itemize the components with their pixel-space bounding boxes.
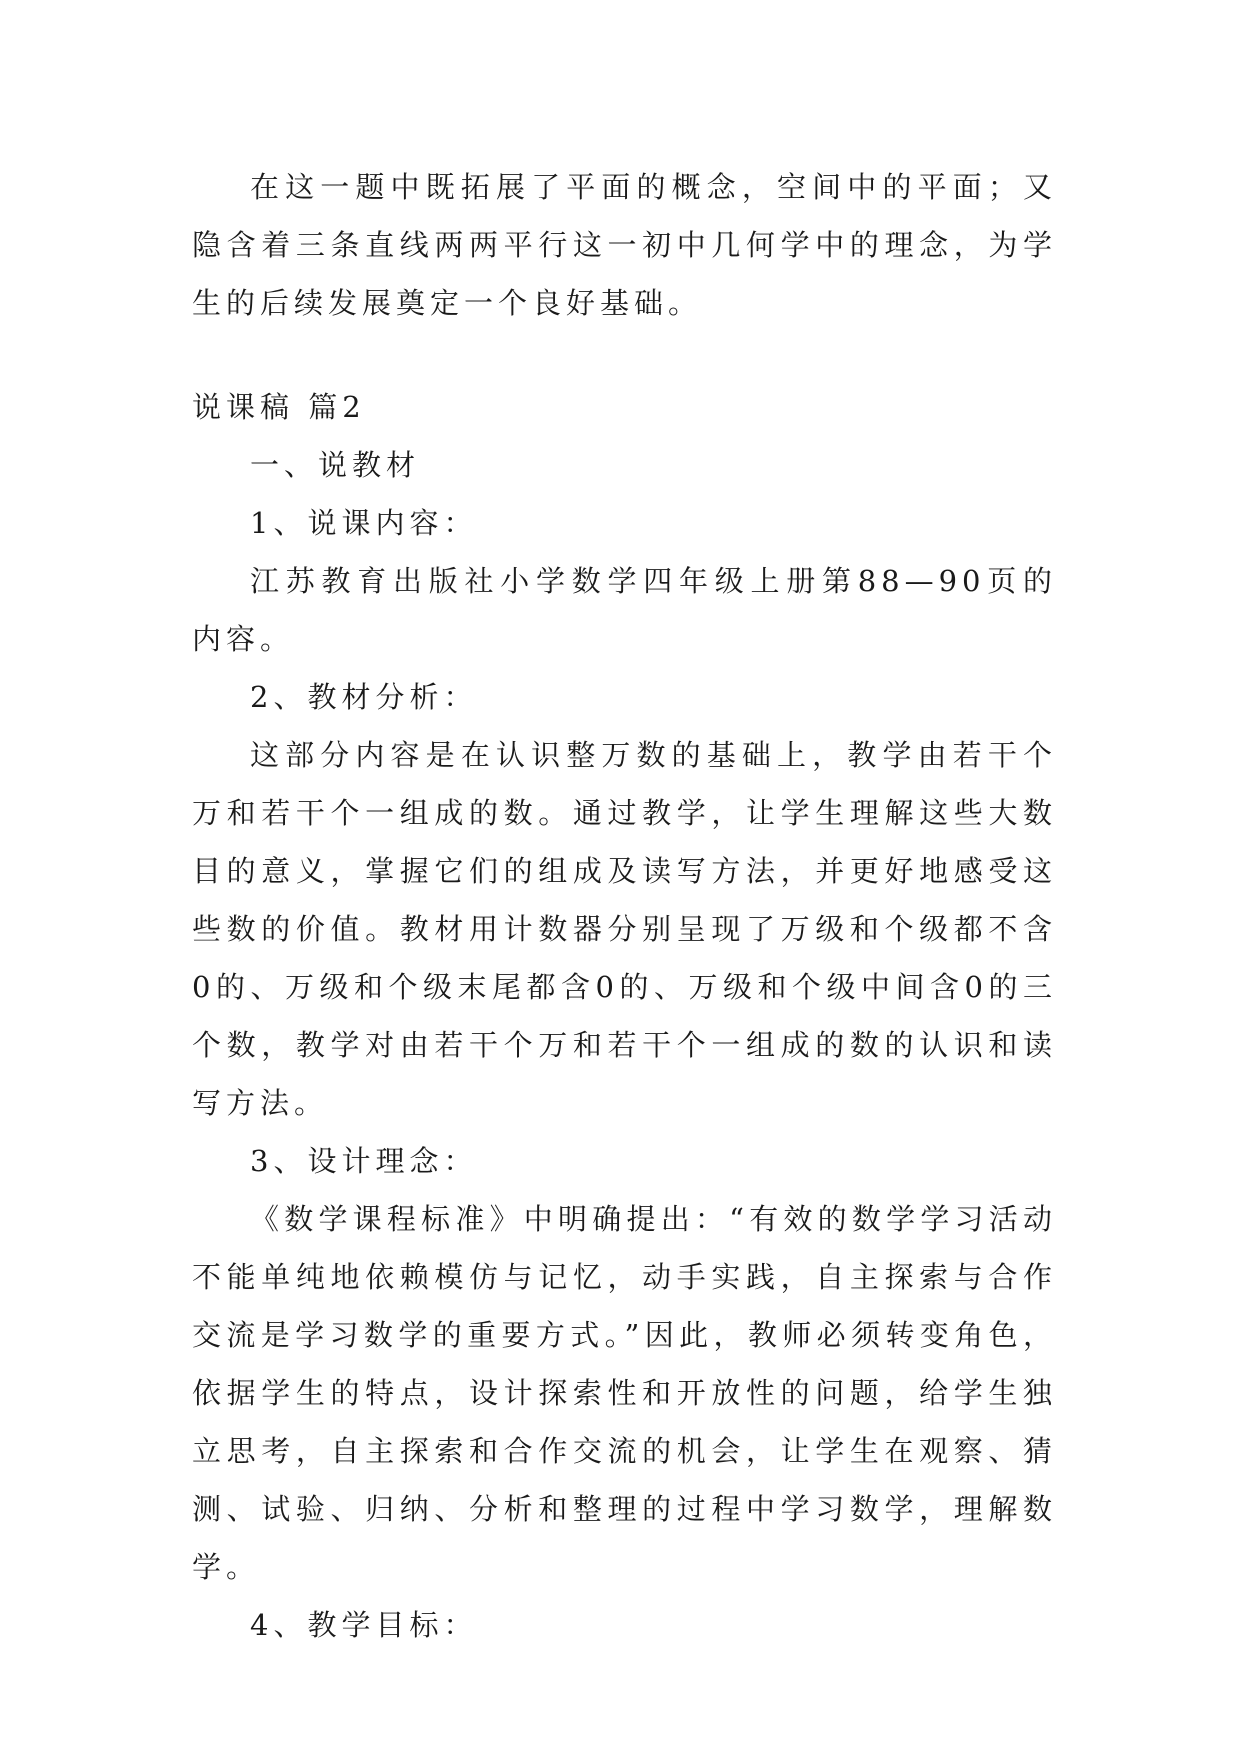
item-paragraph-content: 江苏教育出版社小学数学四年级上册第88—90页的内容。: [192, 564, 1057, 656]
item-heading-goals: 4、教学目标：: [250, 1608, 478, 1642]
item-paragraph-design: 《数学课程标准》中明确提出：“有效的数学学习活动不能单纯地依赖模仿与记忆，动手实践，自主探索与合作交流是学习数学的重要方式。”因此，教师必须转变角色，依据学生的特点，设计探索性和开放性的问题，给学生独立思考，自主探索和合作交流的机会，让学生在观察、猜测、试验、归纳、分析和整理的过程中学习数学，理解数学。: [192, 1202, 1057, 1584]
document-body: [192, 158, 1057, 1654]
item-heading-analysis: 2、教材分析：: [250, 680, 478, 714]
intro-paragraph: 在这一题中既拓展了平面的概念，空间中的平面；又隐含着三条直线两两平行这一初中几何学中的理念，为学生的后续发展奠定一个良好基础。: [192, 170, 1057, 320]
item-paragraph-analysis: 这部分内容是在认识整万数的基础上，教学由若干个万和若干个一组成的数。通过教学，让学生理解这些大数目的意义，掌握它们的组成及读写方法，并更好地感受这些数的价值。教材用计数器分别呈现了万级和个级都不含0的、万级和个级末尾都含0的、万级和个级中间含0的三个数，教学对由若干个万和若干个一组成的数的认识和读写方法。: [192, 738, 1057, 1120]
spacer: [192, 332, 1057, 378]
item-heading-design: 3、设计理念：: [250, 1144, 478, 1178]
section-heading-jiaocai: 一、说教材: [250, 448, 421, 482]
section-title: 说课稿 篇2: [192, 390, 366, 424]
item-heading-content: 1、说课内容：: [250, 506, 478, 540]
